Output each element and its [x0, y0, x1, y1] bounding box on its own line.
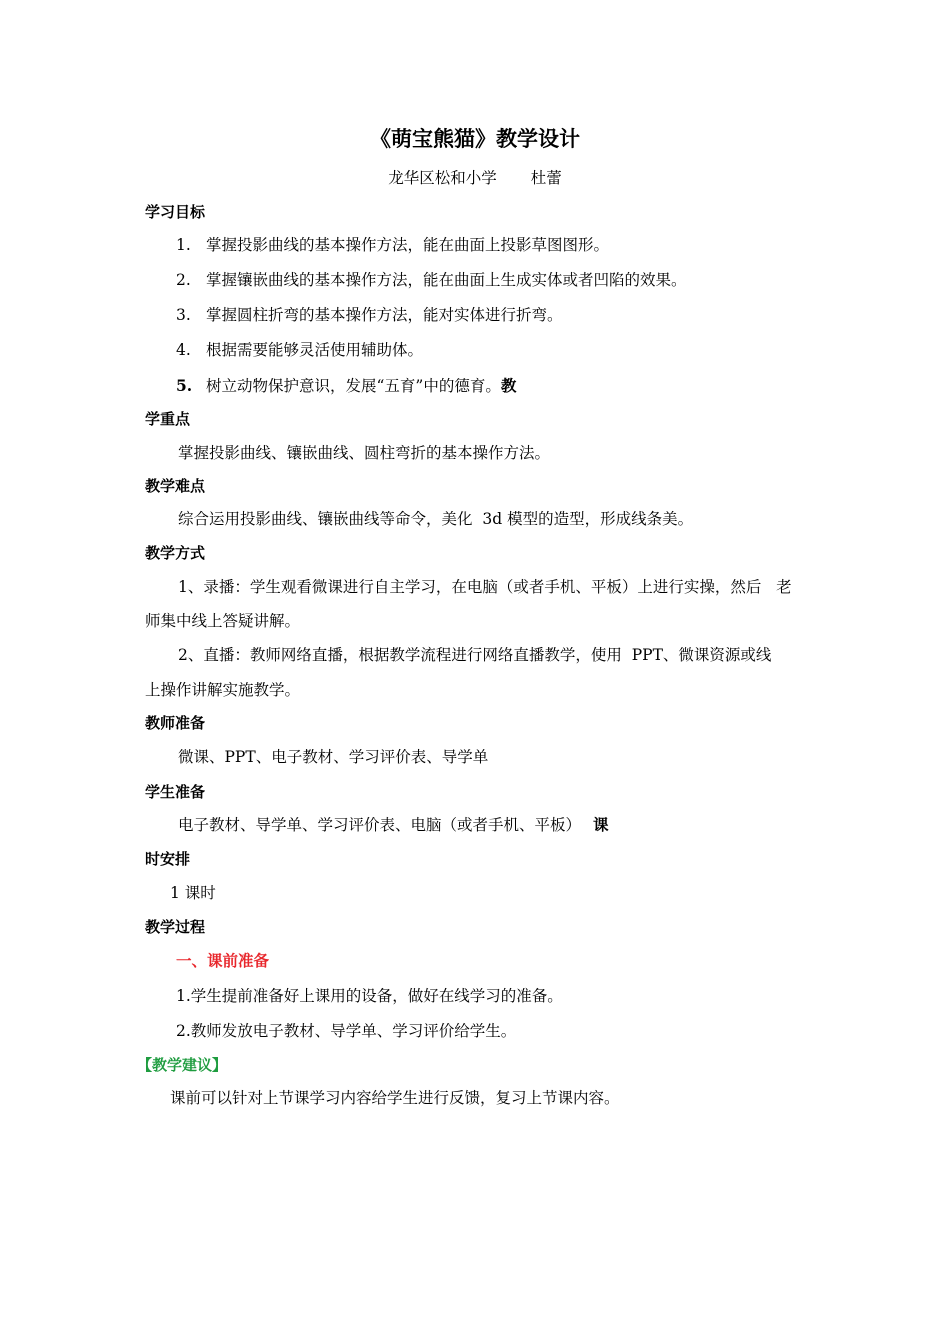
goal-item-1	[176, 238, 609, 254]
goal-item-4	[176, 343, 423, 359]
process-heading: 教学过程	[145, 918, 206, 936]
student-prep-line	[178, 818, 609, 834]
method-heading: 教学方式	[145, 544, 206, 562]
key-points-text: 掌握投影曲线、镶嵌曲线、圆柱弯折的基本操作方法。	[178, 444, 551, 462]
suggestion-label: 【教学建议】	[137, 1056, 228, 1074]
goal-trail-text: 教	[500, 377, 517, 395]
goal-number: 2.	[176, 271, 191, 289]
goals-heading: 学习目标	[145, 203, 206, 221]
goal-text: 掌握镶嵌曲线的基本操作方法，能在曲面上生成实体或者凹陷的效果。	[206, 271, 687, 289]
document-title: 《萌宝熊猫》教学设计	[370, 126, 580, 151]
goal-item-2	[176, 273, 687, 289]
teacher-prep-text: 微课、PPT、电子教材、学习评价表、导学单	[178, 748, 489, 766]
process-item-1: 1.学生提前准备好上课用的设备，做好在线学习的准备。	[176, 987, 563, 1005]
goal-number: 3.	[176, 306, 191, 324]
method-p1-line1: 1、录播：学生观看微课进行自主学习，在电脑（或者手机、平板）上进行实操，然后 老	[178, 578, 792, 596]
goal-text: 掌握投影曲线的基本操作方法，能在曲面上投影草图图形。	[206, 236, 610, 254]
goal-item-3	[176, 308, 563, 324]
schedule-text: 1 课时	[170, 884, 216, 902]
method-p2-line2: 上操作讲解实施教学。	[145, 681, 301, 699]
suggestion-text: 课前可以针对上节课学习内容给学生进行反馈，复习上节课内容。	[170, 1089, 620, 1107]
method-p2-line1: 2、直播：教师网络直播，根据教学流程进行网络直播教学，使用 PPT、微课资源或线	[178, 646, 772, 664]
author-name: 杜蕾	[530, 169, 562, 187]
author-line	[0, 171, 950, 187]
goal-text: 树立动物保护意识，发展“五育”中的德育。	[206, 377, 501, 395]
goal-number: 5.	[176, 376, 193, 395]
goal-item-5	[176, 378, 516, 395]
difficulties-heading: 教学难点	[145, 477, 206, 495]
method-p1-line2: 师集中线上答疑讲解。	[145, 612, 301, 630]
goal-text: 根据需要能够灵活使用辅助体。	[206, 341, 424, 359]
key-points-heading: 学重点	[145, 410, 191, 428]
goal-number: 1.	[176, 236, 191, 254]
goal-number: 4.	[176, 341, 191, 359]
school-name: 龙华区松和小学	[388, 169, 497, 187]
student-prep-trail: 课	[593, 816, 609, 834]
student-prep-text: 电子教材、导学单、学习评价表、电脑（或者手机、平板）	[178, 816, 582, 834]
schedule-heading: 时安排	[145, 850, 191, 868]
teacher-prep-heading: 教师准备	[145, 714, 206, 732]
student-prep-heading: 学生准备	[145, 783, 206, 801]
difficulties-text: 综合运用投影曲线、镶嵌曲线等命令，美化 3d 模型的造型，形成线条美。	[178, 510, 694, 528]
process-item-2: 2.教师发放电子教材、导学单、学习评价给学生。	[176, 1022, 517, 1040]
goal-text: 掌握圆柱折弯的基本操作方法，能对实体进行折弯。	[206, 306, 563, 324]
process-section-title: 一、课前准备	[176, 952, 270, 970]
